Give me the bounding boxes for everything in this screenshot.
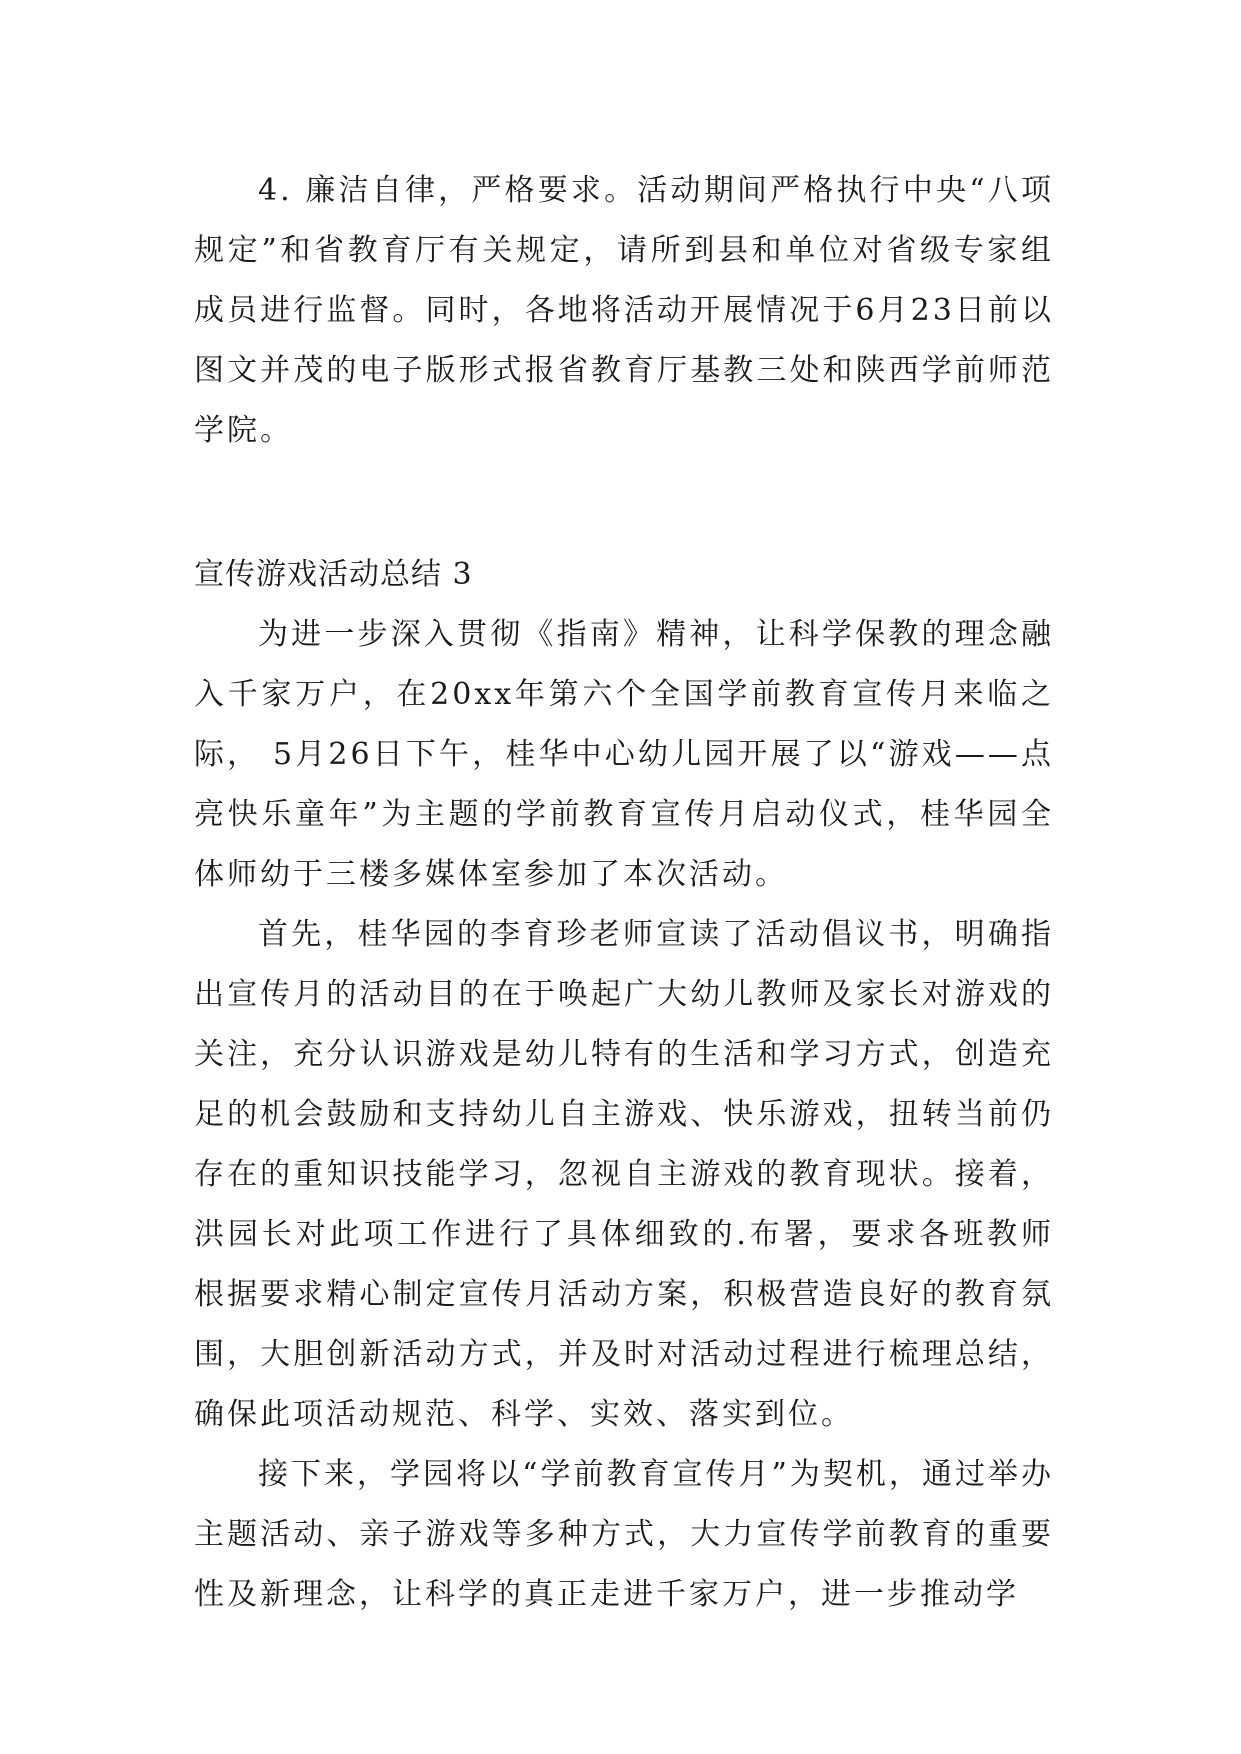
paragraph-initiative-reading: 首先，桂华园的李育珍老师宣读了活动倡议书，明确指出宣传月的活动目的在于唤起广大幼儿教师及家长对游戏的关注，充分认识游戏是幼儿特有的生活和学习方式，创造充足的机会鼓励和支持幼儿自主游戏、快乐游戏，扭转当前仍存在的重知识技能学习，忽视自主游戏的教育现状。接着，洪园长对此项工作进行了具体细致的.布署，要求各班教师根据要求精心制定宣传月活动方案，积极营造良好的教育氛围，大胆创新活动方式，并及时对活动过程进行梳理总结，确保此项活动规范、科学、实效、落实到位。 [194, 917, 1054, 1432]
paragraph-discipline-requirements: 4. 廉洁自律，严格要求。活动期间严格执行中央“八项规定”和省教育厅有关规定，请所到县和单位对省级专家组成员进行监督。同时，各地将活动开展情况于6月23日前以图文并茂的电子版形式报省教育厅基教三处和陕西学前师范学院。 [194, 173, 1054, 448]
paragraph-next-steps: 接下来，学园将以“学前教育宣传月”为契机，通过举办主题活动、亲子游戏等多种方式，大力宣传学前教育的重要性及新理念，让科学的真正走进千家万户，进一步推动学 [194, 1457, 1054, 1612]
document-body [194, 161, 1054, 1625]
paragraph-event-intro: 为进一步深入贯彻《指南》精神，让科学保教的理念融入千家万户，在20xx年第六个全国学前教育宣传月来临之际， 5月26日下午，桂华中心幼儿园开展了以“游戏——点亮快乐童年”为主题的学前教育宣传月启动仪式，桂华园全体师幼于三楼多媒体室参加了本次活动。 [194, 617, 1054, 892]
section-title: 宣传游戏活动总结 3 [194, 557, 473, 592]
